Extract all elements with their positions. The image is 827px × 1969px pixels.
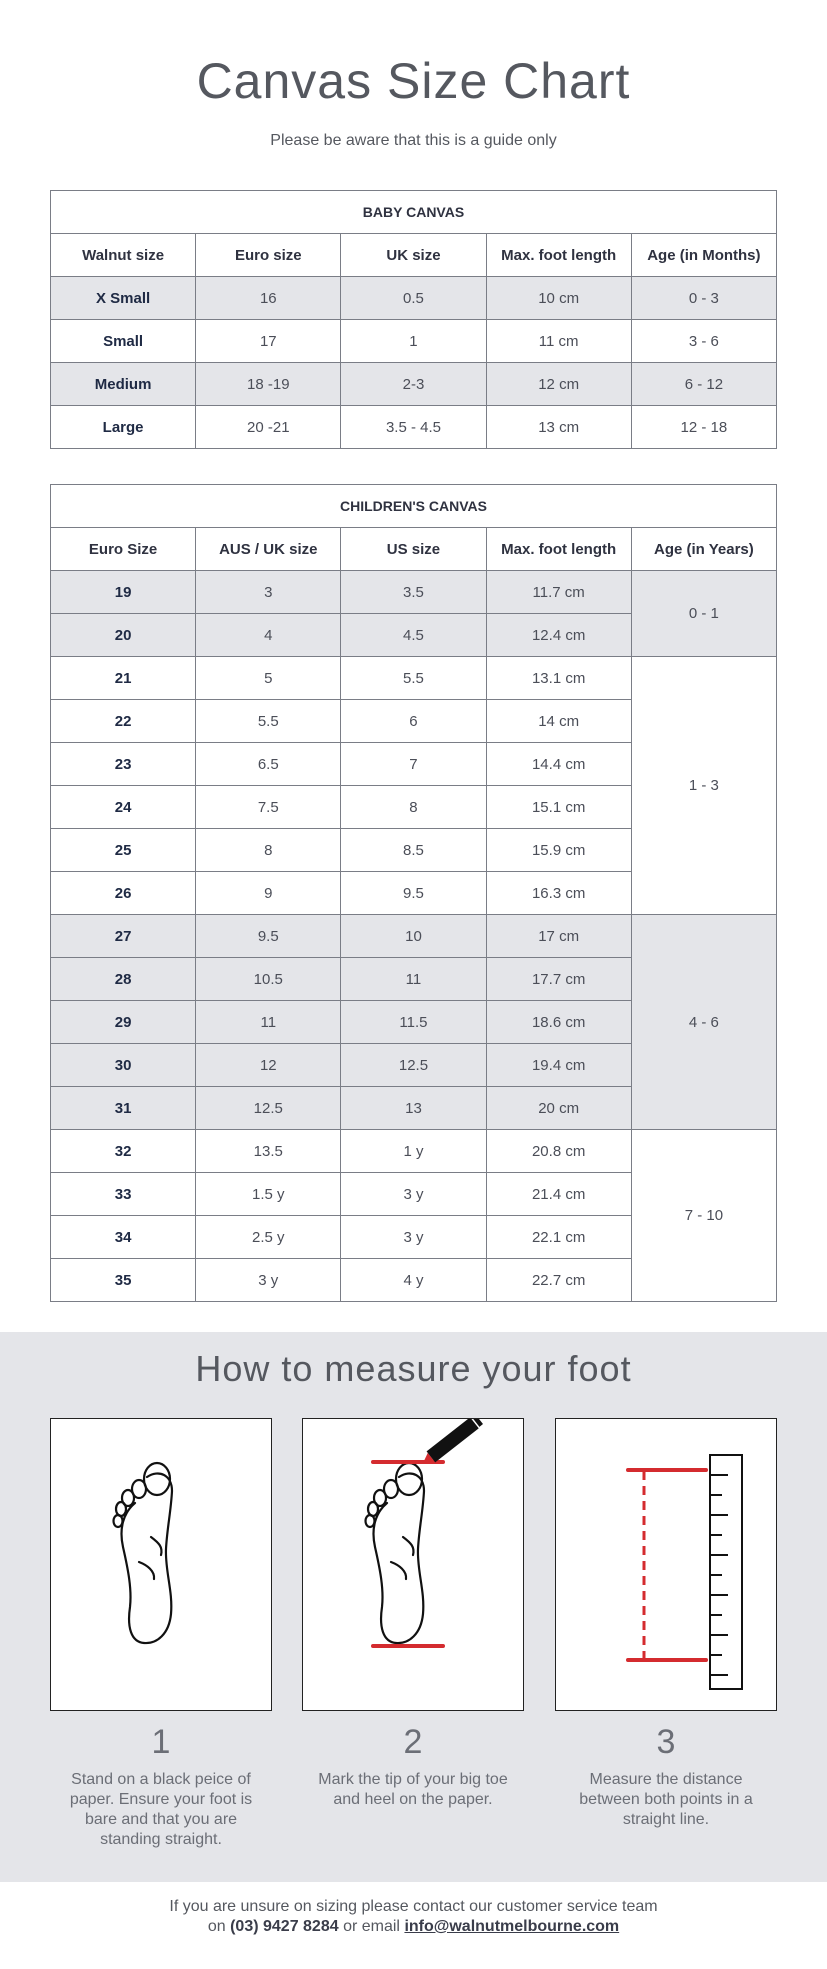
column-header: Max. foot length bbox=[486, 234, 631, 277]
step-illustration-box bbox=[555, 1418, 777, 1711]
step-description: Measure the distance between both points in a straight line. bbox=[579, 1771, 753, 1828]
measure-step-3 bbox=[555, 1418, 777, 1830]
page-subtitle: Please be aware that this is a guide only bbox=[270, 132, 557, 149]
foot-marking-icon bbox=[303, 1419, 523, 1710]
table-cell: 12 cm bbox=[486, 363, 631, 406]
table-cell: 10 bbox=[341, 915, 486, 958]
measure-title: How to measure your foot bbox=[195, 1348, 632, 1389]
table-cell: 3 y bbox=[341, 1216, 486, 1259]
table-cell: 20.8 cm bbox=[486, 1130, 631, 1173]
euro-size: 28 bbox=[51, 958, 196, 1001]
column-header: Euro size bbox=[196, 234, 341, 277]
euro-size: 33 bbox=[51, 1173, 196, 1216]
table-cell: 22.7 cm bbox=[486, 1259, 631, 1302]
table-cell: 15.1 cm bbox=[486, 786, 631, 829]
table-cell: 12.5 bbox=[196, 1087, 341, 1130]
table-cell: 1 y bbox=[341, 1130, 486, 1173]
table-cell: 3 y bbox=[341, 1173, 486, 1216]
age-group: 4 - 6 bbox=[631, 915, 776, 1130]
childrens-canvas-table bbox=[50, 484, 777, 1302]
table-cell: 5.5 bbox=[196, 700, 341, 743]
table-cell: 0.5 bbox=[341, 277, 486, 320]
table-cell: 3.5 - 4.5 bbox=[341, 406, 486, 449]
table-cell: 5 bbox=[196, 657, 341, 700]
column-header: AUS / UK size bbox=[196, 528, 341, 571]
table-row bbox=[51, 406, 777, 449]
table-cell: 9 bbox=[196, 872, 341, 915]
table-cell: 13 cm bbox=[486, 406, 631, 449]
ruler-measure-icon bbox=[556, 1419, 776, 1710]
table-cell: 12.5 bbox=[341, 1044, 486, 1087]
table-cell: 18.6 cm bbox=[486, 1001, 631, 1044]
table-cell: 12 - 18 bbox=[631, 406, 776, 449]
table-cell: 11.5 bbox=[341, 1001, 486, 1044]
step-number: 3 bbox=[656, 1723, 676, 1761]
step-description: Stand on a black peice of paper. Ensure your foot is bare and that you are standing straight. bbox=[69, 1771, 253, 1848]
table-cell: 20 cm bbox=[486, 1087, 631, 1130]
table-row bbox=[51, 915, 777, 958]
table-cell: 10 cm bbox=[486, 277, 631, 320]
table-cell: 12 bbox=[196, 1044, 341, 1087]
column-header: US size bbox=[341, 528, 486, 571]
table-cell: 1.5 y bbox=[196, 1173, 341, 1216]
euro-size: 19 bbox=[51, 571, 196, 614]
table-cell: 13.5 bbox=[196, 1130, 341, 1173]
table-cell: 12.4 cm bbox=[486, 614, 631, 657]
table-cell: 6 - 12 bbox=[631, 363, 776, 406]
euro-size: 25 bbox=[51, 829, 196, 872]
table-cell: 13.1 cm bbox=[486, 657, 631, 700]
table-cell: 1 bbox=[341, 320, 486, 363]
euro-size: 23 bbox=[51, 743, 196, 786]
column-header: Age (in Months) bbox=[631, 234, 776, 277]
column-header: Age (in Years) bbox=[631, 528, 776, 571]
measure-step-1 bbox=[50, 1418, 272, 1850]
euro-size: 21 bbox=[51, 657, 196, 700]
step-number: 1 bbox=[151, 1723, 171, 1761]
table-cell: 17 cm bbox=[486, 915, 631, 958]
table-cell: 4.5 bbox=[341, 614, 486, 657]
table-cell: 7 bbox=[341, 743, 486, 786]
table-cell: 8 bbox=[341, 786, 486, 829]
table-cell: 11 bbox=[341, 958, 486, 1001]
bare-foot-icon bbox=[51, 1419, 271, 1710]
euro-size: 20 bbox=[51, 614, 196, 657]
table-cell: 5.5 bbox=[341, 657, 486, 700]
euro-size: 29 bbox=[51, 1001, 196, 1044]
table-cell: 4 bbox=[196, 614, 341, 657]
how-to-measure-section bbox=[0, 1332, 827, 1882]
table-cell: 11.7 cm bbox=[486, 571, 631, 614]
contact-or-email: or email bbox=[343, 1918, 400, 1935]
table-cell: 3 bbox=[196, 571, 341, 614]
table-cell: 21.4 cm bbox=[486, 1173, 631, 1216]
table-cell: 3 y bbox=[196, 1259, 341, 1302]
table-cell: 3.5 bbox=[341, 571, 486, 614]
table-cell: 6.5 bbox=[196, 743, 341, 786]
table-cell: 22.1 cm bbox=[486, 1216, 631, 1259]
table-cell: 18 -19 bbox=[196, 363, 341, 406]
kids-table-caption: CHILDREN'S CANVAS bbox=[51, 485, 777, 528]
page-title: Canvas Size Chart bbox=[196, 53, 631, 109]
table-row bbox=[51, 571, 777, 614]
step-number: 2 bbox=[403, 1723, 423, 1761]
email-link[interactable]: info@walnutmelbourne.com bbox=[404, 1918, 620, 1935]
column-header: UK size bbox=[341, 234, 486, 277]
table-cell: 17.7 cm bbox=[486, 958, 631, 1001]
table-cell: 19.4 cm bbox=[486, 1044, 631, 1087]
size-name: Small bbox=[51, 320, 196, 363]
euro-size: 31 bbox=[51, 1087, 196, 1130]
size-name: X Small bbox=[51, 277, 196, 320]
table-cell: 4 y bbox=[341, 1259, 486, 1302]
column-header: Max. foot length bbox=[486, 528, 631, 571]
table-cell: 2-3 bbox=[341, 363, 486, 406]
table-row bbox=[51, 657, 777, 700]
step-description: Mark the tip of your big toe and heel on the paper. bbox=[318, 1771, 508, 1808]
table-cell: 20 -21 bbox=[196, 406, 341, 449]
euro-size: 34 bbox=[51, 1216, 196, 1259]
table-row bbox=[51, 320, 777, 363]
contact-info bbox=[0, 1897, 827, 1937]
table-cell: 8.5 bbox=[341, 829, 486, 872]
table-cell: 16.3 cm bbox=[486, 872, 631, 915]
table-cell: 11 cm bbox=[486, 320, 631, 363]
column-header: Walnut size bbox=[51, 234, 196, 277]
size-name: Large bbox=[51, 406, 196, 449]
table-cell: 13 bbox=[341, 1087, 486, 1130]
step-illustration-box bbox=[302, 1418, 524, 1711]
table-cell: 15.9 cm bbox=[486, 829, 631, 872]
age-group: 0 - 1 bbox=[631, 571, 776, 657]
table-cell: 7.5 bbox=[196, 786, 341, 829]
table-cell: 10.5 bbox=[196, 958, 341, 1001]
euro-size: 35 bbox=[51, 1259, 196, 1302]
baby-canvas-table bbox=[50, 190, 777, 449]
table-row bbox=[51, 363, 777, 406]
table-cell: 17 bbox=[196, 320, 341, 363]
table-cell: 2.5 y bbox=[196, 1216, 341, 1259]
table-cell: 9.5 bbox=[196, 915, 341, 958]
table-cell: 8 bbox=[196, 829, 341, 872]
euro-size: 26 bbox=[51, 872, 196, 915]
phone-number[interactable]: (03) 9427 8284 bbox=[230, 1918, 339, 1935]
table-cell: 6 bbox=[341, 700, 486, 743]
euro-size: 30 bbox=[51, 1044, 196, 1087]
contact-on: on bbox=[207, 1918, 226, 1935]
table-cell: 0 - 3 bbox=[631, 277, 776, 320]
table-cell: 3 - 6 bbox=[631, 320, 776, 363]
contact-line: If you are unsure on sizing please contact our customer service team bbox=[169, 1898, 658, 1915]
euro-size: 32 bbox=[51, 1130, 196, 1173]
table-row bbox=[51, 277, 777, 320]
step-illustration-box bbox=[50, 1418, 272, 1711]
table-cell: 16 bbox=[196, 277, 341, 320]
euro-size: 27 bbox=[51, 915, 196, 958]
age-group: 7 - 10 bbox=[631, 1130, 776, 1302]
table-row bbox=[51, 1130, 777, 1173]
size-name: Medium bbox=[51, 363, 196, 406]
column-header: Euro Size bbox=[51, 528, 196, 571]
baby-table-caption: BABY CANVAS bbox=[51, 191, 777, 234]
age-group: 1 - 3 bbox=[631, 657, 776, 915]
table-cell: 9.5 bbox=[341, 872, 486, 915]
table-cell: 14 cm bbox=[486, 700, 631, 743]
table-cell: 11 bbox=[196, 1001, 341, 1044]
euro-size: 24 bbox=[51, 786, 196, 829]
euro-size: 22 bbox=[51, 700, 196, 743]
table-cell: 14.4 cm bbox=[486, 743, 631, 786]
measure-step-2 bbox=[302, 1418, 524, 1810]
